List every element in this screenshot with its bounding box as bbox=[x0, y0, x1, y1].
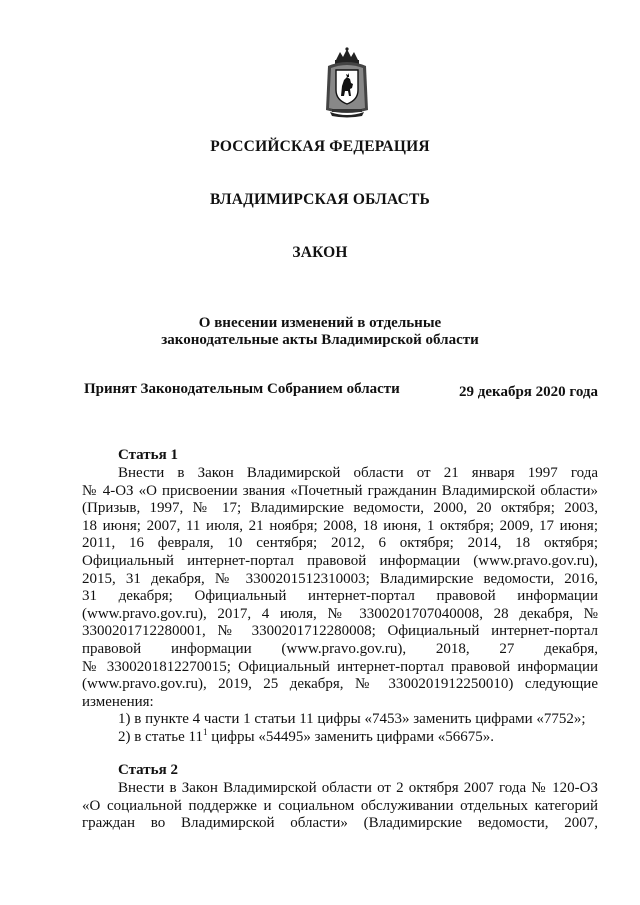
law-title-line-1: О внесении изменений в отдельные bbox=[198, 315, 442, 331]
adopted-by: Принят Законодательным Собранием области bbox=[84, 381, 400, 397]
article-1-line: № 3300201812270015; Официальный интернет-портал правовой информации bbox=[82, 658, 598, 675]
article-2-heading: Статья 2 bbox=[118, 762, 178, 778]
adoption-line bbox=[84, 381, 598, 398]
coat-of-arms-emblem-icon bbox=[322, 46, 372, 118]
article-2-line: Внести в Закон Владимирской области от 2 октября 2007 года № 120-ОЗ bbox=[118, 780, 598, 796]
header-region: ВЛАДИМИРСКАЯ ОБЛАСТЬ bbox=[210, 191, 430, 208]
article-1-line: (Призыв, 1997, № 17; Владимирские ведомости, 2000, 20 октября; 2003, bbox=[82, 500, 598, 517]
article-1-heading: Статья 1 bbox=[118, 447, 178, 463]
article-2-body bbox=[82, 780, 598, 833]
article-1-line: 31 декабря; Официальный интернет-портал правовой информации bbox=[82, 588, 598, 605]
adoption-date: 29 декабря 2020 года bbox=[459, 384, 598, 400]
article-1-item-1: 1) в пункте 4 части 1 статьи 11 цифры «7453» заменить цифрами «7752»; bbox=[118, 711, 586, 728]
article-1-line: Внести в Закон Владимирской области от 21 января 1997 года bbox=[118, 465, 598, 481]
article-1-line: (www.pravo.gov.ru), 2019, 25 декабря, № 3300201912250010) следующие bbox=[82, 676, 598, 693]
article-1-line: (www.pravo.gov.ru), 2017, 4 июля, № 3300201707040008, 28 декабря, № bbox=[82, 605, 598, 622]
article-1-line: Официальный интернет-портал правовой информации (www.pravo.gov.ru), bbox=[82, 552, 598, 569]
article-1-line: 3300201712280001, № 3300201712280008; Официальный интернет-портал bbox=[82, 623, 598, 640]
article-1-item-2 bbox=[82, 726, 598, 747]
article-1-body bbox=[82, 465, 598, 747]
article-1-line: правовой информации (www.pravo.gov.ru), 2018, 27 декабря, bbox=[82, 640, 598, 657]
article-1-item-2-rest: цифры «54495» заменить цифрами «56675». bbox=[207, 728, 494, 745]
article-2-line: граждан во Владимирской области» (Владимирские ведомости, 2007, bbox=[82, 815, 598, 832]
law-title-line-2: законодательные акты Владимирской области bbox=[161, 332, 479, 348]
header-doc-type: ЗАКОН bbox=[292, 244, 348, 261]
superscript: 1 bbox=[203, 726, 208, 737]
article-1-line: изменения: bbox=[82, 693, 154, 710]
article-1-line: 2015, 31 декабря, № 3300201512310003; Владимирские ведомости, 2016, bbox=[82, 570, 598, 587]
article-2-line: «О социальной поддержке и социальном обслуживании отдельных категорий bbox=[82, 797, 598, 814]
article-1-line: № 4-ОЗ «О присвоении звания «Почетный гражданин Владимирской области» bbox=[82, 482, 598, 499]
article-1-line: 2011, 16 февраля, 10 сентября; 2012, 6 октября; 2014, 18 октября; bbox=[82, 535, 598, 552]
article-1-item-2-text: 2) в статье 11 bbox=[118, 728, 203, 745]
article-1-line: 18 июня; 2007, 11 июля, 21 ноября; 2008, 18 июня, 1 октября; 2009, 17 июня; bbox=[82, 517, 598, 534]
header-federation: РОССИЙСКАЯ ФЕДЕРАЦИЯ bbox=[210, 138, 430, 155]
